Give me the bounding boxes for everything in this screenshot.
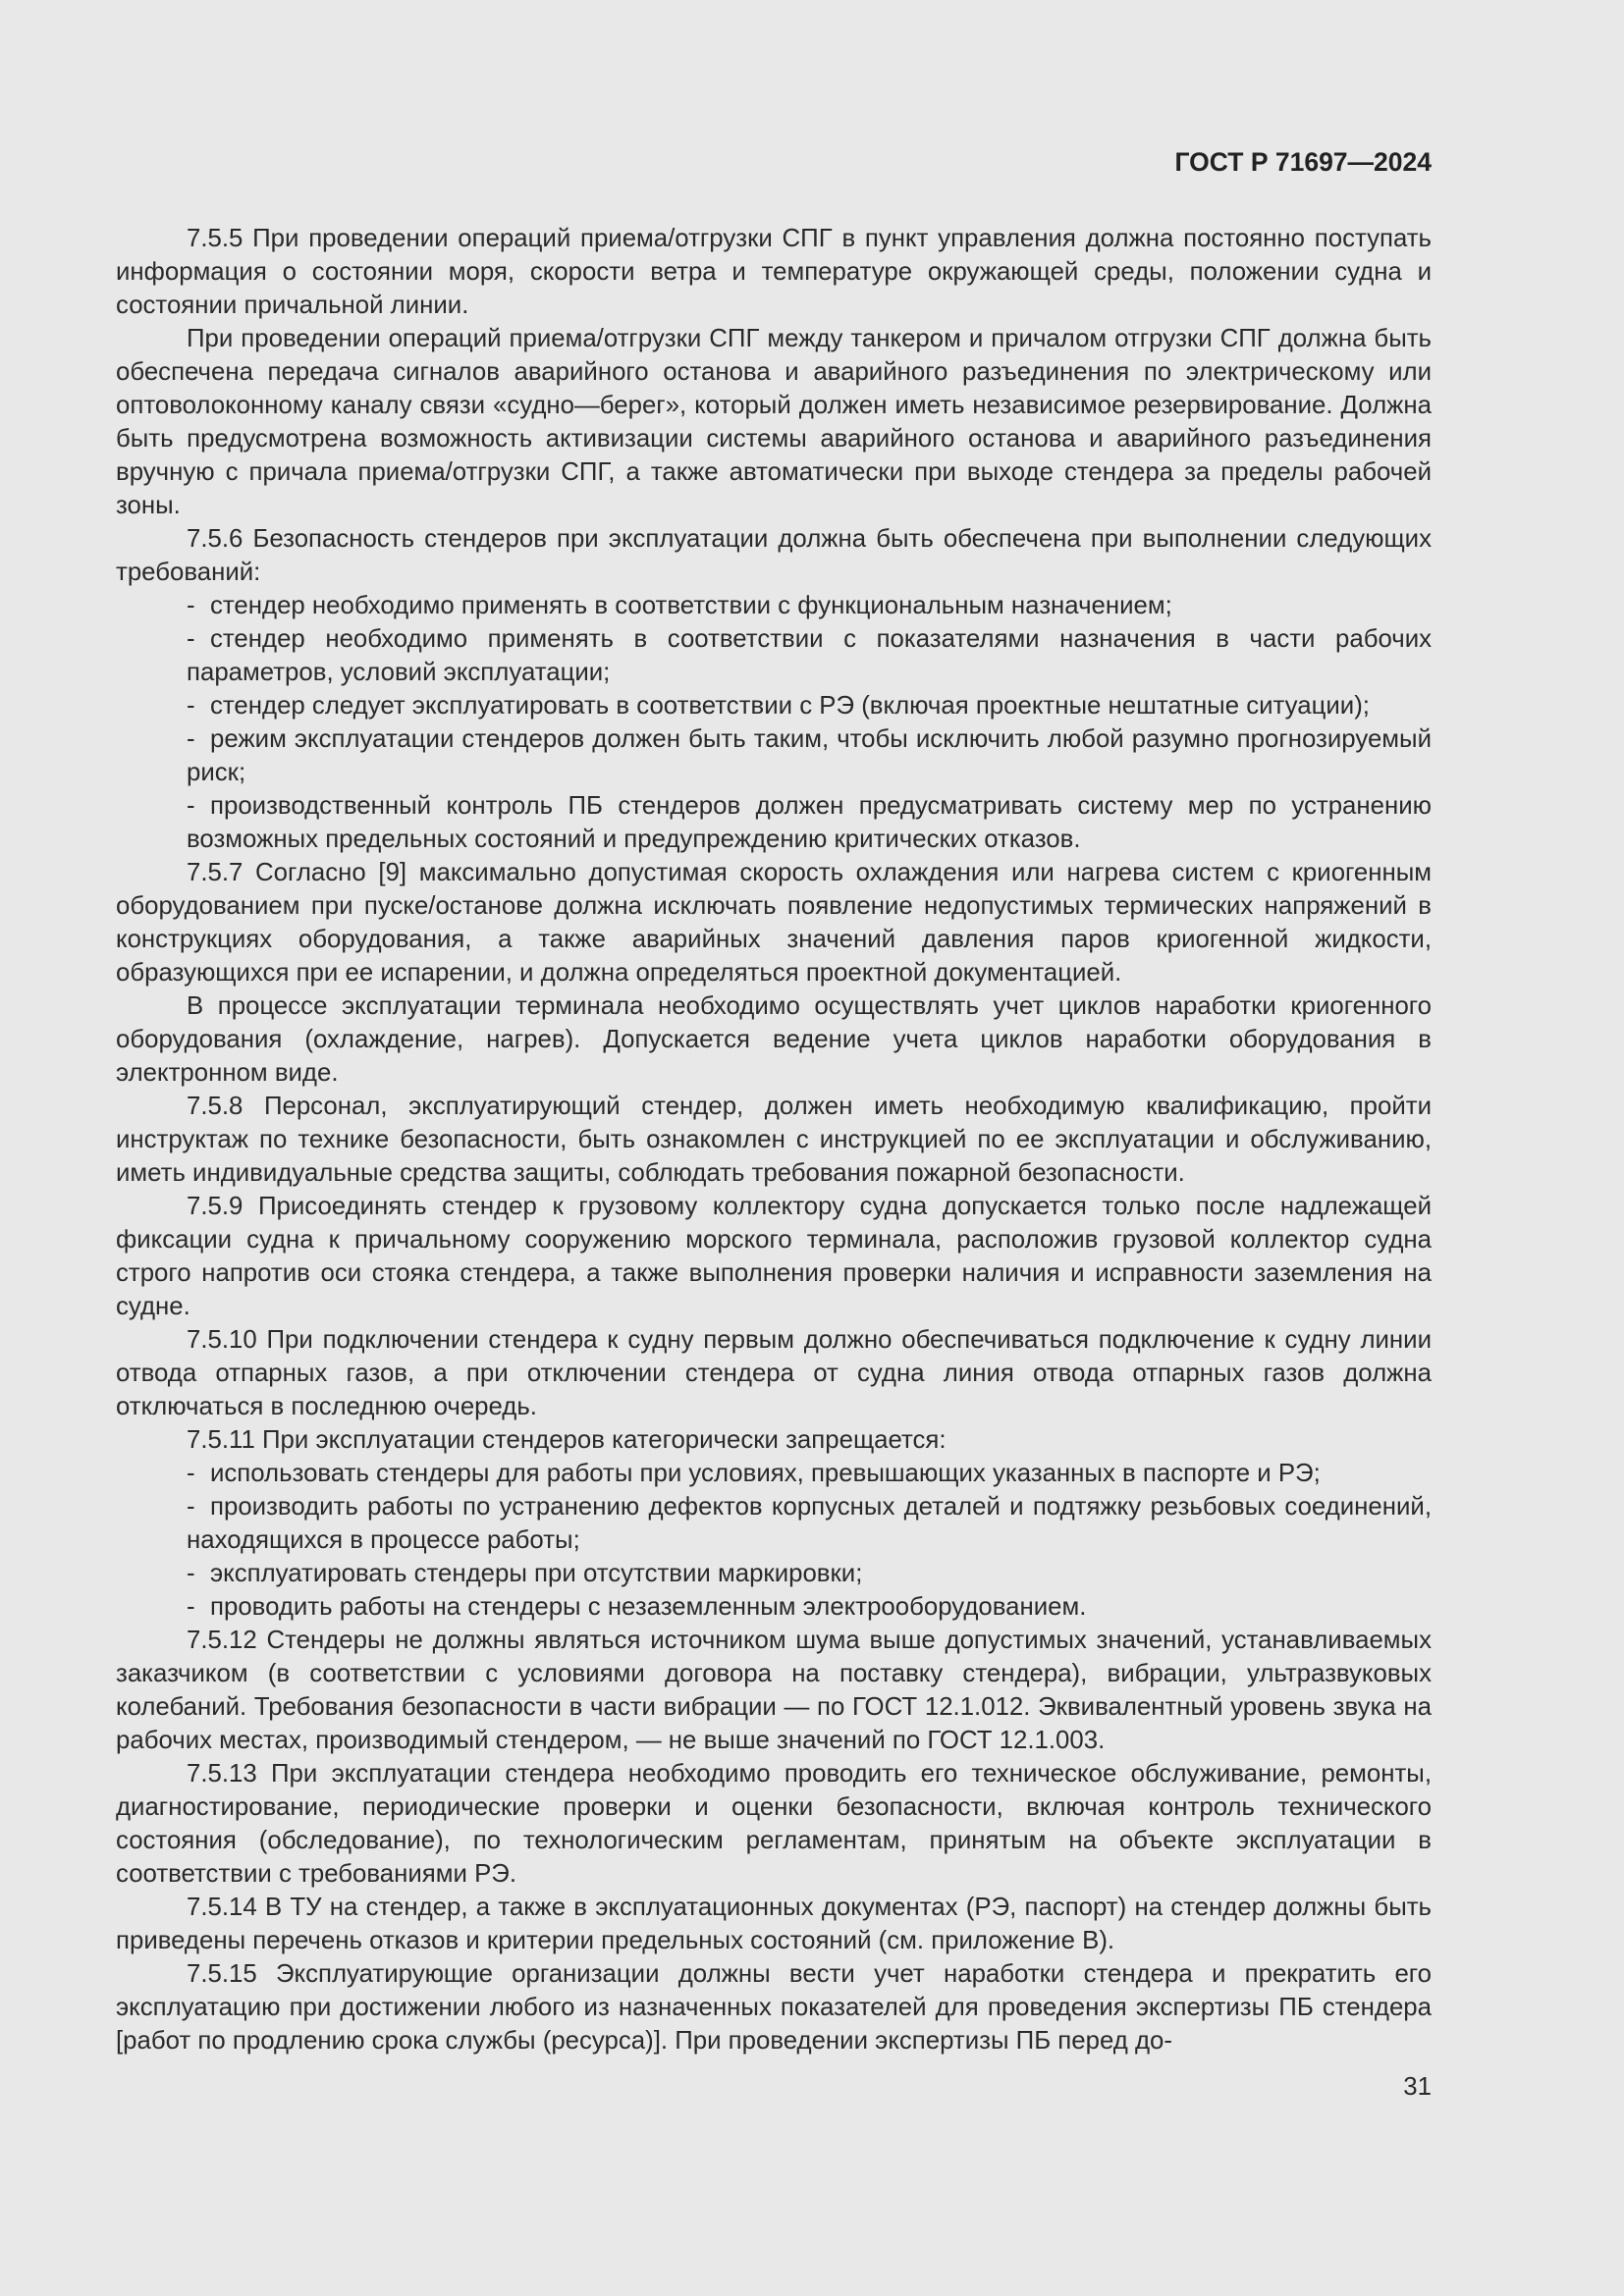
list-item-text: стендер необходимо применять в соответствии с показателями назначения в части рабочих параметров, условий эксплуатации; (187, 625, 1432, 686)
paragraph: 7.5.6 Безопасность стендеров при эксплуатации должна быть обеспечена при выполнении следующих требований: (116, 525, 1432, 586)
list-dash: - (187, 692, 195, 720)
paragraph: 7.5.15 Эксплуатирующие организации должны вести учет наработки стендера и прекратить его эксплуатацию при достижении любого из назначенных показателей для проведения экспертизы ПБ стендера [работ по продлению срока службы (ресурса)]. При проведении экспертизы ПБ перед до- (116, 1960, 1432, 2055)
standard-designation: ГОСТ Р 71697—2024 (1174, 147, 1432, 177)
list-dash: - (187, 1560, 195, 1587)
list-item (116, 1557, 1432, 1590)
list-item (116, 789, 1432, 856)
list-dash: - (187, 725, 195, 753)
list-item-text: режим эксплуатации стендеров должен быть таким, чтобы исключить любой разумно прогнозируемый риск; (187, 725, 1432, 786)
list-dash: - (187, 792, 195, 820)
list-dash: - (187, 1493, 195, 1521)
paragraph: 7.5.7 Согласно [9] максимально допустимая скорость охлаждения или нагрева систем с криогенным оборудованием при пуске/останове должна исключать появление недопустимых термических напряжений в конструкциях оборудования, а также аварийных значений давления паров криогенной жидкости, образующихся при ее испарении, и должна определяться проектной документацией. (116, 859, 1432, 987)
list-item (116, 722, 1432, 789)
list-dash: - (187, 592, 195, 619)
paragraph: 7.5.10 При подключении стендера к судну первым должно обеспечиваться подключение к судну линии отвода отпарных газов, а при отключении стендера от судна линия отвода отпарных газов должна отключаться в последнюю очередь. (116, 1326, 1432, 1420)
list-item-text: стендер следует эксплуатировать в соответствии с РЭ (включая проектные нештатные ситуации); (210, 692, 1370, 720)
document-body (116, 222, 1432, 2057)
paragraph: 7.5.11 При эксплуатации стендеров категорически запрещается: (187, 1426, 947, 1454)
list-dash: - (187, 625, 195, 653)
list-item-text: производить работы по устранению дефектов корпусных деталей и подтяжку резьбовых соединений, находящихся в процессе работы; (187, 1493, 1432, 1554)
list-item-text: проводить работы на стендеры с незаземленным электрооборудованием. (210, 1593, 1087, 1621)
list-dash: - (187, 1593, 195, 1621)
list-item-text: эксплуатировать стендеры при отсутствии маркировки; (210, 1560, 863, 1587)
list-item (116, 1490, 1432, 1557)
list-item-text: использовать стендеры для работы при условиях, превышающих указанных в паспорте и РЭ; (210, 1460, 1321, 1487)
paragraph: 7.5.9 Присоединять стендер к грузовому коллектору судна допускается только после надлежащей фиксации судна к причальному сооружению морского терминала, расположив грузовой коллектор судна строго напротив оси стояка стендера, а также выполнения проверки наличия и исправности заземления на судне. (116, 1193, 1432, 1320)
paragraph: 7.5.12 Стендеры не должны являться источником шума выше допустимых значений, устанавливаемых заказчиком (в соответствии с условиями договора на поставку стендера), вибрации, ультразвуковых колебаний. Требования безопасности в части вибрации — по ГОСТ 12.1.012. Эквивалентный уровень звука на рабочих местах, производимый стендером, — не выше значений по ГОСТ 12.1.003. (116, 1627, 1432, 1754)
list-dash: - (187, 1460, 195, 1487)
list-item (116, 1590, 1432, 1624)
list-item-text: стендер необходимо применять в соответствии с функциональным назначением; (210, 592, 1172, 619)
list-item (116, 689, 1432, 722)
paragraph: 7.5.8 Персонал, эксплуатирующий стендер, должен иметь необходимую квалификацию, пройти инструктаж по технике безопасности, быть ознакомлен с инструкцией по ее эксплуатации и обслуживанию, иметь индивидуальные средства защиты, соблюдать требования пожарной безопасности. (116, 1093, 1432, 1187)
list-item-text: производственный контроль ПБ стендеров должен предусматривать систему мер по устранению возможных предельных состояний и предупреждению критических отказов. (187, 792, 1432, 853)
paragraph: 7.5.13 При эксплуатации стендера необходимо проводить его техническое обслуживание, ремонты, диагностирование, периодические проверки и оценки безопасности, включая контроль технического состояния (обследование), по технологическим регламентам, принятым на объекте эксплуатации в соответствии с требованиями РЭ. (116, 1760, 1432, 1888)
paragraph: При проведении операций приема/отгрузки СПГ между танкером и причалом отгрузки СПГ должна быть обеспечена передача сигналов аварийного останова и аварийного разъединения по электрическому или оптоволоконному каналу связи «судно—берег», который должен иметь независимое резервирование. Должна быть предусмотрена возможность активизации системы аварийного останова и аварийного разъединения вручную с причала приема/отгрузки СПГ, а также автоматически при выходе стендера за пределы рабочей зоны. (116, 325, 1432, 519)
paragraph: 7.5.5 При проведении операций приема/отгрузки СПГ в пункт управления должна постоянно поступать информация о состоянии моря, скорости ветра и температуре окружающей среды, положении судна и состоянии причальной линии. (116, 225, 1432, 319)
list-item (116, 1457, 1432, 1490)
paragraph: В процессе эксплуатации терминала необходимо осуществлять учет циклов наработки криогенного оборудования (охлаждение, нагрев). Допускается ведение учета циклов наработки оборудования в электронном виде. (116, 992, 1432, 1087)
list-item (116, 622, 1432, 689)
paragraph: 7.5.14 В ТУ на стендер, а также в эксплуатационных документах (РЭ, паспорт) на стендер должны быть приведены перечень отказов и критерии предельных состояний (см. приложение В). (116, 1894, 1432, 1954)
page-number: 31 (1403, 2073, 1432, 2101)
list-item (116, 589, 1432, 622)
